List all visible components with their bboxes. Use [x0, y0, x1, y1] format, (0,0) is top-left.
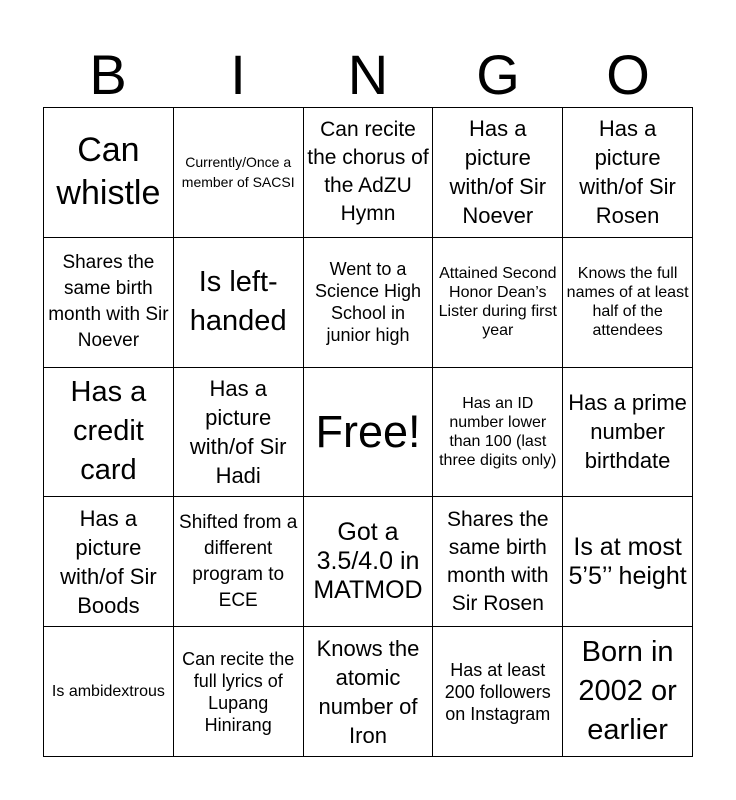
- cell-text: Shifted from a different program to ECE: [179, 511, 298, 611]
- cell-text: Has at least 200 followers on Instagram: [444, 659, 551, 724]
- bingo-cell[interactable]: [304, 627, 434, 757]
- bingo-cell[interactable]: [174, 497, 304, 627]
- cell-text: Went to a Science High School in junior high: [314, 259, 422, 346]
- cell-text: Is left-handed: [189, 266, 287, 338]
- bingo-cell[interactable]: [563, 108, 693, 238]
- bingo-cell[interactable]: [563, 368, 693, 498]
- bingo-cell[interactable]: [563, 238, 693, 368]
- bingo-cell[interactable]: [44, 368, 174, 498]
- bingo-cell[interactable]: [304, 238, 434, 368]
- bingo-cell[interactable]: [174, 368, 304, 498]
- cell-text: Can whistle: [56, 131, 161, 213]
- cell-text: Has a picture with/of Sir Noever: [449, 116, 547, 229]
- bingo-cell[interactable]: [174, 108, 304, 238]
- cell-text: Is ambidextrous: [51, 683, 165, 701]
- bingo-cell[interactable]: [433, 627, 563, 757]
- header-letter-b: B: [89, 43, 127, 106]
- header-letter-g: G: [476, 43, 520, 106]
- bingo-cell[interactable]: [44, 627, 174, 757]
- cell-text: Can recite the full lyrics of Lupang Hinirang: [182, 648, 295, 735]
- free-space[interactable]: [304, 368, 434, 498]
- header-letter-o: O: [606, 43, 650, 106]
- bingo-cell[interactable]: [433, 108, 563, 238]
- cell-text: Can recite the chorus of the AdZU Hymn: [307, 118, 429, 226]
- free-text: Free!: [315, 405, 421, 457]
- bingo-cell[interactable]: [174, 238, 304, 368]
- cell-text: Knows the atomic number of Iron: [316, 635, 420, 748]
- bingo-cell[interactable]: [563, 627, 693, 757]
- cell-text: Has a credit card: [70, 376, 147, 487]
- cell-text: Has a picture with/of Sir Boods: [60, 505, 157, 618]
- cell-text: Has a picture with/of Sir Hadi: [189, 375, 287, 488]
- cell-text: Born in 2002 or earlier: [578, 636, 677, 747]
- bingo-cell[interactable]: [433, 238, 563, 368]
- bingo-header: [43, 44, 693, 106]
- bingo-cell[interactable]: [44, 108, 174, 238]
- bingo-grid: [43, 107, 693, 757]
- bingo-cell[interactable]: [304, 497, 434, 627]
- bingo-cell[interactable]: [44, 238, 174, 368]
- bingo-cell[interactable]: [433, 497, 563, 627]
- header-letter-n: N: [347, 43, 389, 106]
- cell-text: Has a prime number birthdate: [568, 390, 687, 474]
- cell-text: Is at most 5’5’’ height: [568, 532, 687, 590]
- cell-text: Shares the same birth month with Sir Rosen: [447, 507, 549, 615]
- cell-text: Has an ID number lower than 100 (last three digits only): [439, 394, 557, 469]
- cell-text: Attained Second Honor Dean’s Lister during first year: [438, 265, 557, 340]
- header-letter-i: I: [230, 43, 246, 106]
- cell-text: Currently/Once a member of SACSI: [181, 154, 295, 191]
- cell-text: Has a picture with/of Sir Rosen: [579, 116, 676, 229]
- bingo-cell[interactable]: [304, 108, 434, 238]
- bingo-cell[interactable]: [433, 368, 563, 498]
- bingo-cell[interactable]: [563, 497, 693, 627]
- cell-text: Got a 3.5/4.0 in MATMOD: [313, 518, 423, 605]
- bingo-cell[interactable]: [44, 497, 174, 627]
- cell-text: Shares the same birth month with Sir Noever: [48, 252, 169, 352]
- cell-text: Knows the full names of at least half of the attendees: [566, 265, 689, 340]
- bingo-cell[interactable]: [174, 627, 304, 757]
